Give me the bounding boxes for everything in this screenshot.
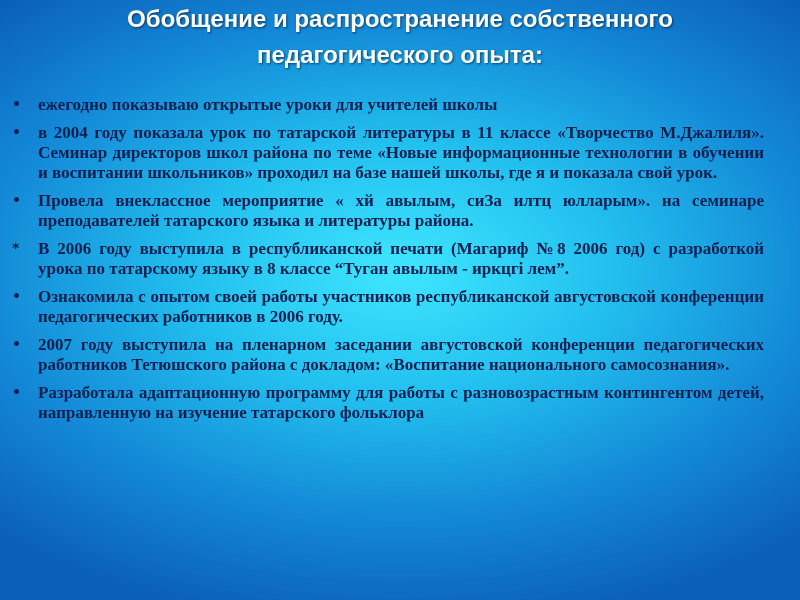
bullet-icon: • [12, 193, 21, 209]
list-item-text: В 2006 году выступила в республиканской печати (Магариф №8 2006 год) с разработкой урока по татарскому языку в 8 классе “Туган авылым - иркцгі лем”. [38, 239, 764, 278]
list-item-text: ежегодно показываю открытые уроки для учителей школы [38, 95, 498, 114]
bullet-icon: • [12, 289, 21, 305]
bullet-icon: • [12, 337, 21, 353]
bullet-icon: * [12, 241, 20, 257]
list-item [12, 191, 764, 231]
list-item-text: Ознакомила с опытом своей работы участников республиканской августовской конференции педагогических работников в 2006 году. [38, 287, 764, 326]
slide-title [0, 2, 800, 74]
list-item-text: в 2004 году показала урок по татарской литературы в 11 классе «Творчество М.Джалиля». Семинар директоров школ района по теме «Новые информационные технологии в обучении и воспитании школьников» проходил на базе нашей школы, где я и показала свой урок. [38, 123, 764, 182]
slide-title-line-1: Обобщение и распространение собственного [127, 6, 673, 33]
list-item-text: Провела внеклассное мероприятие « хй авылым, сиЗа илтц юлларым». на семинаре преподавателей татарского языка и литературы района. [38, 191, 764, 230]
experience-list [12, 95, 764, 431]
list-item [12, 383, 764, 423]
bullet-icon: • [12, 97, 21, 113]
bullet-icon: • [12, 125, 21, 141]
list-item-text: 2007 году выступила на пленарном заседании августовской конференции педагогических работников Тетюшского района с докладом: «Воспитание национального самосознания». [38, 335, 764, 374]
bullet-icon: • [12, 385, 21, 401]
list-item-text: Разработала адаптационную программу для работы с разновозрастным контингентом детей, направленную на изучение татарского фольклора [38, 383, 764, 422]
list-item [12, 239, 764, 279]
list-item [12, 335, 764, 375]
list-item [12, 123, 764, 183]
slide-title-line-2: педагогического опыта: [257, 42, 543, 69]
list-item [12, 95, 764, 115]
list-item [12, 287, 764, 327]
